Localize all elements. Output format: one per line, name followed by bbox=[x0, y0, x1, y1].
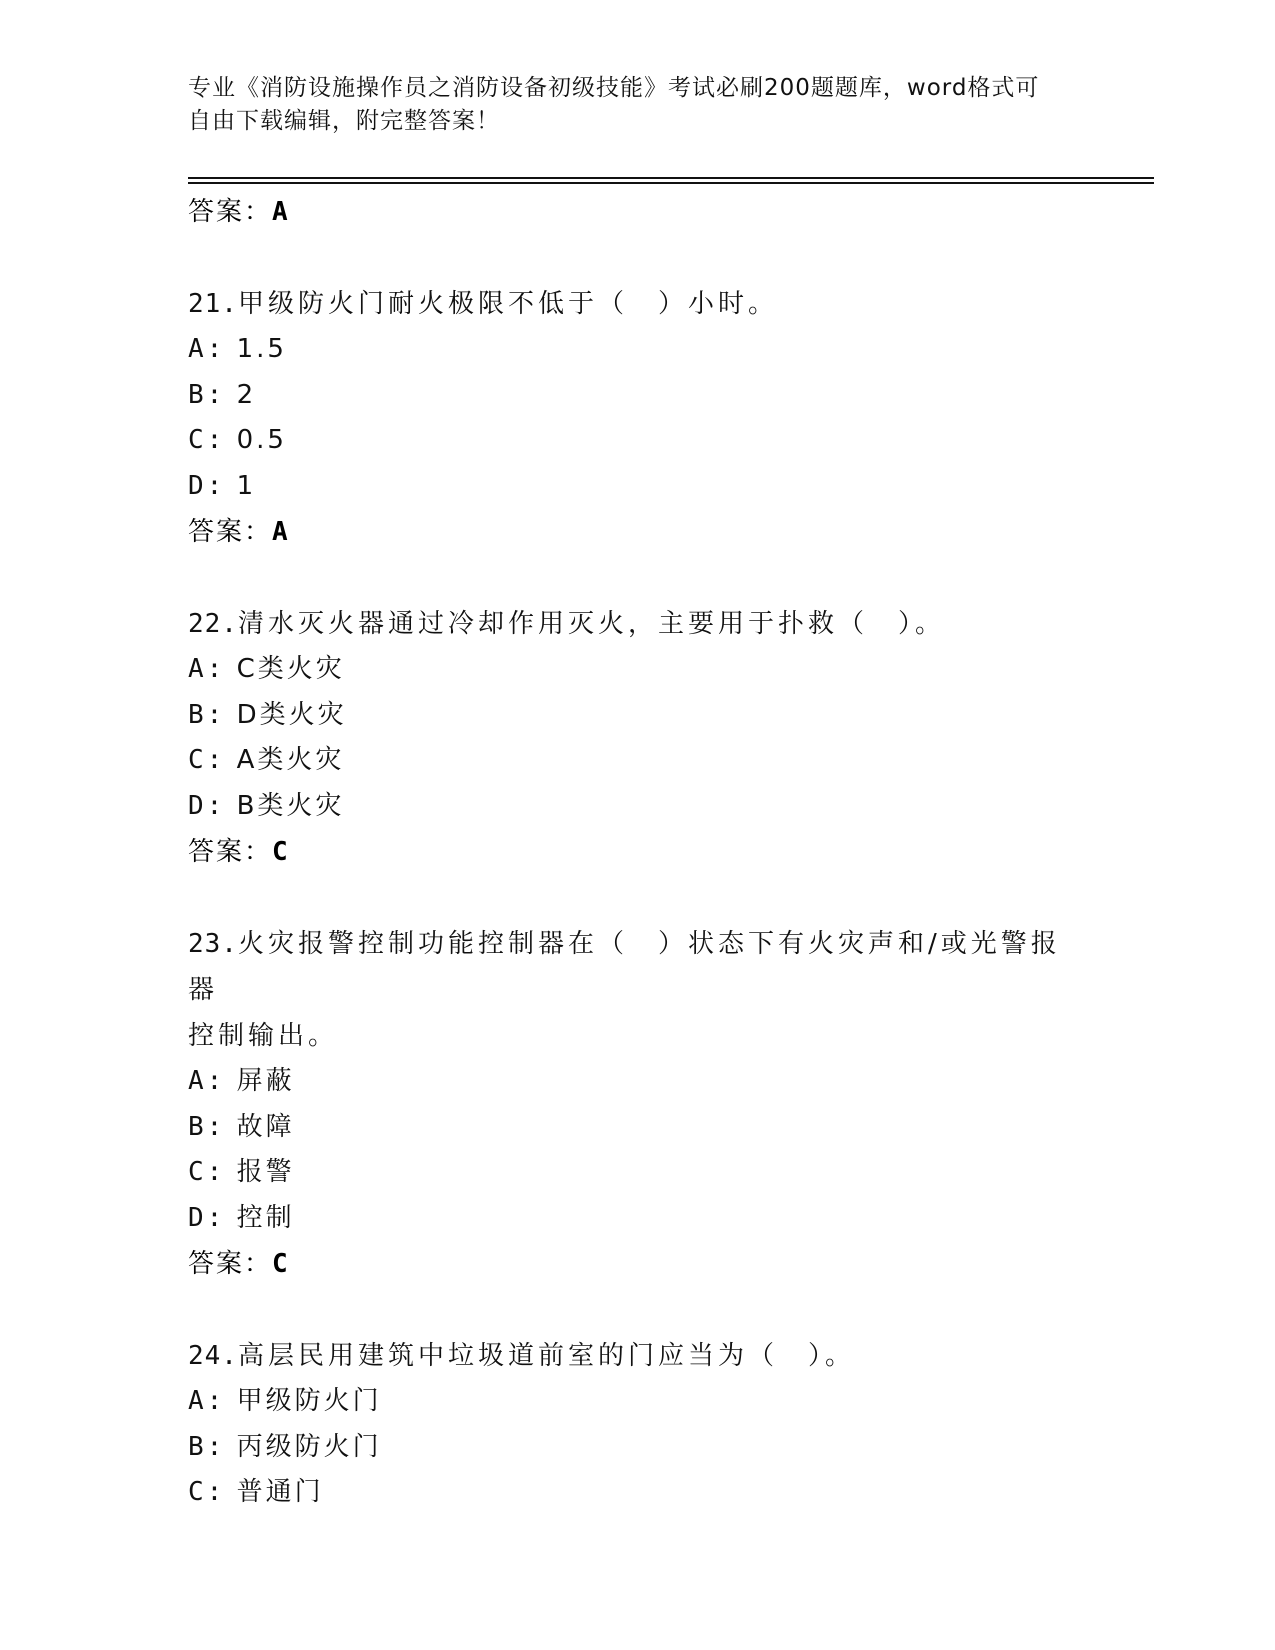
option-item bbox=[188, 327, 1088, 373]
option-text: 1 bbox=[236, 470, 257, 501]
option-item bbox=[188, 1379, 1088, 1425]
option-item bbox=[188, 1150, 1088, 1196]
option-letter: D: bbox=[188, 790, 226, 821]
option-item bbox=[188, 464, 1088, 510]
answer-line bbox=[188, 189, 1088, 235]
option-text: 甲级防火门 bbox=[236, 1386, 382, 1416]
option-item bbox=[188, 693, 1088, 739]
option-letter: B: bbox=[188, 379, 226, 410]
option-item bbox=[188, 1470, 1088, 1516]
option-item bbox=[188, 1196, 1088, 1242]
answer-value: A bbox=[272, 517, 290, 547]
option-text: 丙级防火门 bbox=[236, 1431, 382, 1462]
document-header bbox=[188, 72, 1068, 138]
header-divider-bottom bbox=[188, 182, 1154, 184]
option-item bbox=[188, 1425, 1088, 1471]
question-text bbox=[188, 1333, 1088, 1379]
spacer bbox=[188, 555, 1088, 601]
option-letter: C: bbox=[188, 1477, 226, 1507]
option-letter: A: bbox=[188, 1066, 226, 1096]
option-text: 故障 bbox=[236, 1111, 295, 1142]
option-item bbox=[188, 784, 1088, 830]
option-item bbox=[188, 418, 1088, 464]
option-text: 1.5 bbox=[236, 334, 287, 364]
option-letter: B: bbox=[188, 1431, 226, 1462]
option-letter: A: bbox=[188, 654, 226, 684]
option-letter: C: bbox=[188, 425, 226, 455]
spacer bbox=[188, 235, 1088, 281]
option-text: 2 bbox=[236, 379, 257, 410]
question-body: 高层民用建筑中垃圾道前室的门应当为（ ）。 bbox=[237, 1341, 855, 1371]
answer-value: A bbox=[272, 197, 290, 227]
option-text: 控制 bbox=[236, 1202, 295, 1233]
answer-value: C bbox=[272, 1249, 290, 1279]
option-letter: D: bbox=[188, 1202, 226, 1233]
option-text: 报警 bbox=[236, 1157, 295, 1187]
option-letter: A: bbox=[188, 1386, 226, 1416]
spacer bbox=[188, 875, 1088, 921]
answer-value: C bbox=[272, 837, 290, 867]
option-letter: B: bbox=[188, 699, 226, 730]
option-item bbox=[188, 647, 1088, 693]
question-number: 24. bbox=[188, 1341, 238, 1371]
option-text: 0.5 bbox=[236, 425, 287, 455]
question-text-continued bbox=[188, 1013, 1088, 1059]
option-text: 屏蔽 bbox=[236, 1066, 295, 1096]
header-line-1: 专业《消防设施操作员之消防设备初级技能》考试必刷200题题库，word格式可 bbox=[188, 75, 1040, 101]
question-list bbox=[188, 189, 1088, 1516]
question-number: 23. bbox=[188, 929, 238, 959]
question-text bbox=[188, 601, 1088, 647]
header-line-2: 自由下载编辑，附完整答案！ bbox=[188, 108, 500, 134]
question-body-continued: 控制输出。 bbox=[188, 1021, 339, 1051]
question-number: 21. bbox=[188, 289, 238, 319]
option-letter: D: bbox=[188, 470, 226, 501]
option-letter: A: bbox=[188, 334, 226, 364]
option-letter: C: bbox=[188, 1157, 226, 1187]
option-item bbox=[188, 738, 1088, 784]
option-letter: C: bbox=[188, 745, 226, 775]
question-body: 甲级防火门耐火极限不低于（ ）小时。 bbox=[237, 289, 778, 319]
option-item bbox=[188, 1105, 1088, 1151]
option-item bbox=[188, 1059, 1088, 1105]
option-text: C类火灾 bbox=[236, 654, 345, 684]
option-letter: B: bbox=[188, 1111, 226, 1142]
answer-label: 答案： bbox=[188, 197, 273, 227]
header-divider-top bbox=[188, 177, 1154, 179]
option-text: B类火灾 bbox=[236, 790, 345, 821]
option-item bbox=[188, 373, 1088, 419]
question-text bbox=[188, 921, 1088, 1013]
answer-line bbox=[188, 1241, 1088, 1287]
question-body: 火灾报警控制功能控制器在（ ）状态下有火灾声和/或光警报器 bbox=[188, 929, 1061, 1005]
answer-label: 答案： bbox=[188, 517, 273, 547]
question-text bbox=[188, 281, 1088, 327]
option-text: 普通门 bbox=[236, 1477, 324, 1507]
question-number: 22. bbox=[188, 609, 238, 639]
option-text: D类火灾 bbox=[236, 699, 347, 730]
option-text: A类火灾 bbox=[236, 745, 345, 775]
answer-label: 答案： bbox=[188, 837, 273, 867]
spacer bbox=[188, 1287, 1088, 1333]
question-body: 清水灭火器通过冷却作用灭火，主要用于扑救（ ）。 bbox=[237, 609, 945, 639]
answer-line bbox=[188, 509, 1088, 555]
answer-line bbox=[188, 829, 1088, 875]
answer-label: 答案： bbox=[188, 1249, 273, 1279]
